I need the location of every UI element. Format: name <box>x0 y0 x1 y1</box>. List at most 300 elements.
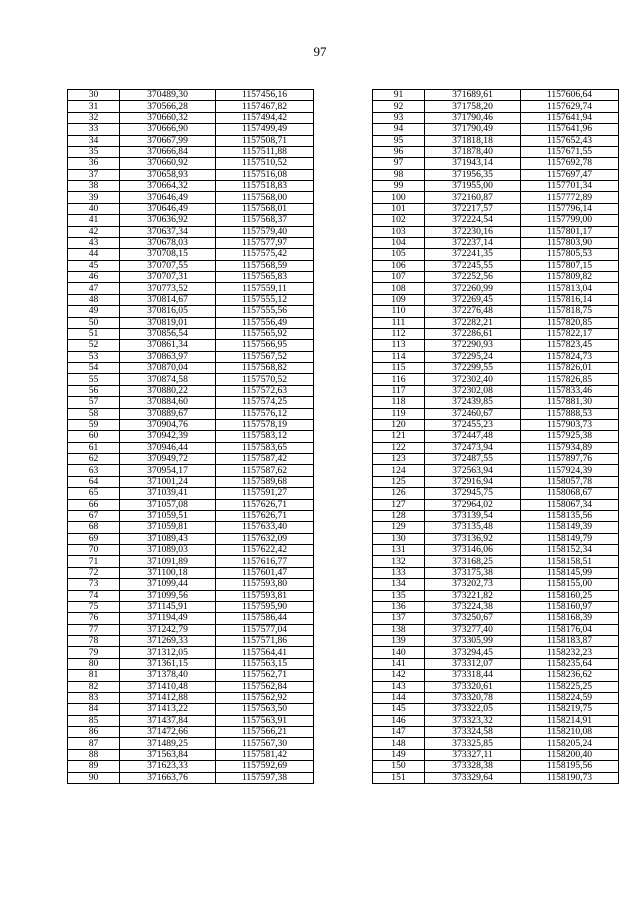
y-coordinate-cell: 1157518,83 <box>216 181 314 192</box>
point-number-cell: 47 <box>68 283 120 294</box>
point-number-cell: 148 <box>373 738 425 749</box>
y-coordinate-cell: 1157511,88 <box>216 146 314 157</box>
x-coordinate-cell: 370874,58 <box>120 374 216 385</box>
table-row <box>68 590 314 601</box>
point-number-cell: 46 <box>68 272 120 283</box>
y-coordinate-cell: 1158210,08 <box>521 727 619 738</box>
point-number-cell: 118 <box>373 397 425 408</box>
point-number-cell: 51 <box>68 328 120 339</box>
y-coordinate-cell: 1157563,91 <box>216 715 314 726</box>
y-coordinate-cell: 1157583,65 <box>216 442 314 453</box>
x-coordinate-cell: 371955,00 <box>425 181 521 192</box>
x-coordinate-cell: 373328,38 <box>425 761 521 772</box>
table-row <box>373 215 619 226</box>
point-number-cell: 43 <box>68 237 120 248</box>
y-coordinate-cell: 1157626,71 <box>216 510 314 521</box>
y-coordinate-cell: 1157563,15 <box>216 658 314 669</box>
point-number-cell: 123 <box>373 454 425 465</box>
x-coordinate-cell: 372916,94 <box>425 476 521 487</box>
point-number-cell: 138 <box>373 624 425 635</box>
y-coordinate-cell: 1157692,78 <box>521 158 619 169</box>
point-number-cell: 113 <box>373 340 425 351</box>
table-row <box>68 715 314 726</box>
y-coordinate-cell: 1157575,42 <box>216 249 314 260</box>
table-row <box>68 465 314 476</box>
y-coordinate-cell: 1157799,00 <box>521 215 619 226</box>
x-coordinate-cell: 371878,40 <box>425 146 521 157</box>
point-number-cell: 89 <box>68 761 120 772</box>
table-row <box>373 692 619 703</box>
point-number-cell: 105 <box>373 249 425 260</box>
x-coordinate-cell: 373318,44 <box>425 670 521 681</box>
y-coordinate-cell: 1157578,19 <box>216 419 314 430</box>
table-row <box>68 203 314 214</box>
x-coordinate-cell: 370949,72 <box>120 454 216 465</box>
x-coordinate-cell: 371099,44 <box>120 579 216 590</box>
x-coordinate-cell: 371194,49 <box>120 613 216 624</box>
x-coordinate-cell: 372241,35 <box>425 249 521 260</box>
x-coordinate-cell: 370664,32 <box>120 181 216 192</box>
y-coordinate-cell: 1158232,23 <box>521 647 619 658</box>
x-coordinate-cell: 370884,60 <box>120 397 216 408</box>
point-number-cell: 62 <box>68 454 120 465</box>
table-row <box>68 636 314 647</box>
x-coordinate-cell: 373175,38 <box>425 567 521 578</box>
point-number-cell: 143 <box>373 681 425 692</box>
y-coordinate-cell: 1157559,11 <box>216 283 314 294</box>
point-number-cell: 77 <box>68 624 120 635</box>
x-coordinate-cell: 370708,15 <box>120 249 216 260</box>
x-coordinate-cell: 373322,05 <box>425 704 521 715</box>
y-coordinate-cell: 1157508,71 <box>216 135 314 146</box>
table-row <box>373 590 619 601</box>
x-coordinate-cell: 370819,01 <box>120 317 216 328</box>
y-coordinate-cell: 1157820,85 <box>521 317 619 328</box>
table-row <box>373 772 619 783</box>
table-row <box>68 499 314 510</box>
point-number-cell: 32 <box>68 112 120 123</box>
point-number-cell: 101 <box>373 203 425 214</box>
y-coordinate-cell: 1158160,25 <box>521 590 619 601</box>
point-number-cell: 150 <box>373 761 425 772</box>
x-coordinate-cell: 372487,55 <box>425 454 521 465</box>
y-coordinate-cell: 1157701,34 <box>521 181 619 192</box>
x-coordinate-cell: 371623,33 <box>120 761 216 772</box>
y-coordinate-cell: 1157593,80 <box>216 579 314 590</box>
table-row <box>373 749 619 760</box>
table-row <box>373 613 619 624</box>
y-coordinate-cell: 1157587,42 <box>216 454 314 465</box>
table-row <box>68 237 314 248</box>
x-coordinate-cell: 371312,05 <box>120 647 216 658</box>
y-coordinate-cell: 1157567,52 <box>216 351 314 362</box>
point-number-cell: 48 <box>68 294 120 305</box>
point-number-cell: 100 <box>373 192 425 203</box>
x-coordinate-cell: 370954,17 <box>120 465 216 476</box>
point-number-cell: 124 <box>373 465 425 476</box>
x-coordinate-cell: 370637,34 <box>120 226 216 237</box>
table-row <box>373 101 619 112</box>
point-number-cell: 108 <box>373 283 425 294</box>
y-coordinate-cell: 1157568,37 <box>216 215 314 226</box>
table-row <box>68 374 314 385</box>
point-number-cell: 54 <box>68 363 120 374</box>
point-number-cell: 121 <box>373 431 425 442</box>
x-coordinate-cell: 370646,49 <box>120 192 216 203</box>
y-coordinate-cell: 1157816,14 <box>521 294 619 305</box>
table-row <box>373 385 619 396</box>
point-number-cell: 96 <box>373 146 425 157</box>
point-number-cell: 30 <box>68 90 120 101</box>
table-row <box>373 499 619 510</box>
page-number: 97 <box>313 44 327 59</box>
y-coordinate-cell: 1158236,62 <box>521 670 619 681</box>
y-coordinate-cell: 1158219,75 <box>521 704 619 715</box>
y-coordinate-cell: 1158168,39 <box>521 613 619 624</box>
x-coordinate-cell: 373329,64 <box>425 772 521 783</box>
table-row <box>373 351 619 362</box>
y-coordinate-cell: 1157579,40 <box>216 226 314 237</box>
y-coordinate-cell: 1157565,83 <box>216 272 314 283</box>
x-coordinate-cell: 371943,14 <box>425 158 521 169</box>
table-row <box>68 408 314 419</box>
point-number-cell: 76 <box>68 613 120 624</box>
point-number-cell: 125 <box>373 476 425 487</box>
table-row <box>68 749 314 760</box>
x-coordinate-cell: 373327,11 <box>425 749 521 760</box>
x-coordinate-cell: 373277,40 <box>425 624 521 635</box>
table-row <box>373 340 619 351</box>
y-coordinate-cell: 1157805,53 <box>521 249 619 260</box>
y-coordinate-cell: 1158195,56 <box>521 761 619 772</box>
point-number-cell: 91 <box>373 90 425 101</box>
x-coordinate-cell: 370816,05 <box>120 306 216 317</box>
table-row <box>68 385 314 396</box>
x-coordinate-cell: 371790,49 <box>425 124 521 135</box>
point-number-cell: 141 <box>373 658 425 669</box>
x-coordinate-cell: 371663,76 <box>120 772 216 783</box>
point-number-cell: 37 <box>68 169 120 180</box>
point-number-cell: 60 <box>68 431 120 442</box>
point-number-cell: 144 <box>373 692 425 703</box>
point-number-cell: 103 <box>373 226 425 237</box>
point-number-cell: 109 <box>373 294 425 305</box>
point-number-cell: 45 <box>68 260 120 271</box>
table-row <box>68 692 314 703</box>
table-row <box>373 397 619 408</box>
x-coordinate-cell: 373224,38 <box>425 601 521 612</box>
point-number-cell: 71 <box>68 556 120 567</box>
point-number-cell: 79 <box>68 647 120 658</box>
point-number-cell: 147 <box>373 727 425 738</box>
y-coordinate-cell: 1157555,56 <box>216 306 314 317</box>
x-coordinate-cell: 371089,43 <box>120 533 216 544</box>
table-row <box>68 738 314 749</box>
point-number-cell: 57 <box>68 397 120 408</box>
x-coordinate-cell: 373320,78 <box>425 692 521 703</box>
table-row <box>68 181 314 192</box>
point-number-cell: 80 <box>68 658 120 669</box>
point-number-cell: 81 <box>68 670 120 681</box>
y-coordinate-cell: 1157652,43 <box>521 135 619 146</box>
y-coordinate-cell: 1157826,85 <box>521 374 619 385</box>
y-coordinate-cell: 1157467,82 <box>216 101 314 112</box>
point-number-cell: 128 <box>373 510 425 521</box>
y-coordinate-cell: 1157568,82 <box>216 363 314 374</box>
point-number-cell: 70 <box>68 545 120 556</box>
y-coordinate-cell: 1157577,04 <box>216 624 314 635</box>
table-row <box>68 397 314 408</box>
y-coordinate-cell: 1157589,68 <box>216 476 314 487</box>
point-number-cell: 90 <box>68 772 120 783</box>
y-coordinate-cell: 1157807,15 <box>521 260 619 271</box>
y-coordinate-cell: 1157456,16 <box>216 90 314 101</box>
table-row <box>68 101 314 112</box>
table-row <box>373 681 619 692</box>
x-coordinate-cell: 370946,44 <box>120 442 216 453</box>
point-number-cell: 99 <box>373 181 425 192</box>
table-row <box>68 192 314 203</box>
y-coordinate-cell: 1157903,73 <box>521 419 619 430</box>
table-row <box>68 169 314 180</box>
x-coordinate-cell: 372276,48 <box>425 306 521 317</box>
y-coordinate-cell: 1157566,95 <box>216 340 314 351</box>
y-coordinate-cell: 1158158,51 <box>521 556 619 567</box>
table-row <box>68 761 314 772</box>
table-row <box>373 510 619 521</box>
table-row <box>68 90 314 101</box>
table-row <box>68 135 314 146</box>
y-coordinate-cell: 1158190,73 <box>521 772 619 783</box>
x-coordinate-cell: 372563,94 <box>425 465 521 476</box>
table-row <box>68 556 314 567</box>
y-coordinate-cell: 1157796,14 <box>521 203 619 214</box>
table-row <box>373 237 619 248</box>
table-row <box>68 306 314 317</box>
x-coordinate-cell: 371437,84 <box>120 715 216 726</box>
x-coordinate-cell: 370889,67 <box>120 408 216 419</box>
y-coordinate-cell: 1157566,21 <box>216 727 314 738</box>
point-number-cell: 58 <box>68 408 120 419</box>
y-coordinate-cell: 1157576,12 <box>216 408 314 419</box>
table-row <box>68 567 314 578</box>
x-coordinate-cell: 370856,54 <box>120 328 216 339</box>
table-row <box>373 431 619 442</box>
point-number-cell: 111 <box>373 317 425 328</box>
x-coordinate-cell: 372224,54 <box>425 215 521 226</box>
y-coordinate-cell: 1157568,01 <box>216 203 314 214</box>
y-coordinate-cell: 1157499,49 <box>216 124 314 135</box>
point-number-cell: 114 <box>373 351 425 362</box>
x-coordinate-cell: 373250,67 <box>425 613 521 624</box>
y-coordinate-cell: 1158149,79 <box>521 533 619 544</box>
x-coordinate-cell: 371059,81 <box>120 522 216 533</box>
y-coordinate-cell: 1157593,81 <box>216 590 314 601</box>
y-coordinate-cell: 1158225,25 <box>521 681 619 692</box>
point-number-cell: 55 <box>68 374 120 385</box>
table-row <box>68 522 314 533</box>
y-coordinate-cell: 1157562,92 <box>216 692 314 703</box>
x-coordinate-cell: 373202,73 <box>425 579 521 590</box>
y-coordinate-cell: 1158160,97 <box>521 601 619 612</box>
y-coordinate-cell: 1157818,75 <box>521 306 619 317</box>
y-coordinate-cell: 1157826,01 <box>521 363 619 374</box>
point-number-cell: 56 <box>68 385 120 396</box>
point-number-cell: 61 <box>68 442 120 453</box>
x-coordinate-cell: 370660,32 <box>120 112 216 123</box>
y-coordinate-cell: 1157494,42 <box>216 112 314 123</box>
x-coordinate-cell: 372439,85 <box>425 397 521 408</box>
x-coordinate-cell: 372295,24 <box>425 351 521 362</box>
point-number-cell: 34 <box>68 135 120 146</box>
table-row <box>373 272 619 283</box>
x-coordinate-cell: 371563,84 <box>120 749 216 760</box>
point-number-cell: 139 <box>373 636 425 647</box>
point-number-cell: 33 <box>68 124 120 135</box>
x-coordinate-cell: 373221,82 <box>425 590 521 601</box>
x-coordinate-cell: 371472,66 <box>120 727 216 738</box>
y-coordinate-cell: 1157562,71 <box>216 670 314 681</box>
y-coordinate-cell: 1157592,69 <box>216 761 314 772</box>
point-number-cell: 106 <box>373 260 425 271</box>
point-number-cell: 52 <box>68 340 120 351</box>
table-row <box>373 567 619 578</box>
y-coordinate-cell: 1157577,97 <box>216 237 314 248</box>
y-coordinate-cell: 1157581,42 <box>216 749 314 760</box>
x-coordinate-cell: 371410,48 <box>120 681 216 692</box>
point-number-cell: 120 <box>373 419 425 430</box>
table-row <box>373 647 619 658</box>
y-coordinate-cell: 1157570,52 <box>216 374 314 385</box>
x-coordinate-cell: 372282,21 <box>425 317 521 328</box>
y-coordinate-cell: 1157562,84 <box>216 681 314 692</box>
y-coordinate-cell: 1157632,09 <box>216 533 314 544</box>
point-number-cell: 78 <box>68 636 120 647</box>
x-coordinate-cell: 371378,40 <box>120 670 216 681</box>
table-row <box>68 363 314 374</box>
x-coordinate-cell: 373146,06 <box>425 545 521 556</box>
table-row <box>373 294 619 305</box>
x-coordinate-cell: 373325,85 <box>425 738 521 749</box>
x-coordinate-cell: 370646,49 <box>120 203 216 214</box>
x-coordinate-cell: 372302,40 <box>425 374 521 385</box>
y-coordinate-cell: 1157568,59 <box>216 260 314 271</box>
point-number-cell: 86 <box>68 727 120 738</box>
x-coordinate-cell: 371039,41 <box>120 488 216 499</box>
y-coordinate-cell: 1157897,76 <box>521 454 619 465</box>
table-row <box>373 192 619 203</box>
x-coordinate-cell: 372455,23 <box>425 419 521 430</box>
y-coordinate-cell: 1158068,67 <box>521 488 619 499</box>
y-coordinate-cell: 1157556,49 <box>216 317 314 328</box>
y-coordinate-cell: 1157510,52 <box>216 158 314 169</box>
table-row <box>68 249 314 260</box>
table-row <box>68 351 314 362</box>
table-row <box>68 658 314 669</box>
table-row <box>373 533 619 544</box>
point-number-cell: 129 <box>373 522 425 533</box>
point-number-cell: 87 <box>68 738 120 749</box>
y-coordinate-cell: 1158224,59 <box>521 692 619 703</box>
y-coordinate-cell: 1157601,47 <box>216 567 314 578</box>
table-row <box>373 442 619 453</box>
point-number-cell: 116 <box>373 374 425 385</box>
coordinates-table-right <box>372 89 619 784</box>
y-coordinate-cell: 1157565,92 <box>216 328 314 339</box>
x-coordinate-cell: 370942,39 <box>120 431 216 442</box>
y-coordinate-cell: 1157803,90 <box>521 237 619 248</box>
x-coordinate-cell: 370707,55 <box>120 260 216 271</box>
x-coordinate-cell: 371057,08 <box>120 499 216 510</box>
table-row <box>373 476 619 487</box>
point-number-cell: 110 <box>373 306 425 317</box>
point-number-cell: 49 <box>68 306 120 317</box>
y-coordinate-cell: 1157583,12 <box>216 431 314 442</box>
point-number-cell: 83 <box>68 692 120 703</box>
x-coordinate-cell: 371091,89 <box>120 556 216 567</box>
y-coordinate-cell: 1157888,53 <box>521 408 619 419</box>
x-coordinate-cell: 371413,22 <box>120 704 216 715</box>
x-coordinate-cell: 370636,92 <box>120 215 216 226</box>
x-coordinate-cell: 372230,16 <box>425 226 521 237</box>
point-number-cell: 127 <box>373 499 425 510</box>
table-row <box>68 112 314 123</box>
x-coordinate-cell: 371361,15 <box>120 658 216 669</box>
table-row <box>68 601 314 612</box>
y-coordinate-cell: 1157606,64 <box>521 90 619 101</box>
y-coordinate-cell: 1157801,17 <box>521 226 619 237</box>
point-number-cell: 44 <box>68 249 120 260</box>
y-coordinate-cell: 1157772,89 <box>521 192 619 203</box>
point-number-cell: 102 <box>373 215 425 226</box>
point-number-cell: 64 <box>68 476 120 487</box>
y-coordinate-cell: 1158152,34 <box>521 545 619 556</box>
x-coordinate-cell: 370870,04 <box>120 363 216 374</box>
table-row <box>373 601 619 612</box>
table-row <box>373 488 619 499</box>
point-number-cell: 131 <box>373 545 425 556</box>
table-row <box>68 226 314 237</box>
table-row <box>373 545 619 556</box>
point-number-cell: 98 <box>373 169 425 180</box>
y-coordinate-cell: 1157629,74 <box>521 101 619 112</box>
y-coordinate-cell: 1158067,34 <box>521 499 619 510</box>
point-number-cell: 88 <box>68 749 120 760</box>
point-number-cell: 50 <box>68 317 120 328</box>
x-coordinate-cell: 373305,99 <box>425 636 521 647</box>
point-number-cell: 145 <box>373 704 425 715</box>
y-coordinate-cell: 1157564,41 <box>216 647 314 658</box>
table-row <box>68 419 314 430</box>
x-coordinate-cell: 370660,92 <box>120 158 216 169</box>
x-coordinate-cell: 373312,07 <box>425 658 521 669</box>
y-coordinate-cell: 1157626,71 <box>216 499 314 510</box>
table-row <box>373 465 619 476</box>
point-number-cell: 119 <box>373 408 425 419</box>
x-coordinate-cell: 370658,93 <box>120 169 216 180</box>
table-row <box>373 363 619 374</box>
table-row <box>373 636 619 647</box>
table-row <box>373 408 619 419</box>
y-coordinate-cell: 1158205,24 <box>521 738 619 749</box>
table-row <box>373 181 619 192</box>
x-coordinate-cell: 371059,51 <box>120 510 216 521</box>
x-coordinate-cell: 372290,93 <box>425 340 521 351</box>
point-number-cell: 132 <box>373 556 425 567</box>
x-coordinate-cell: 372245,55 <box>425 260 521 271</box>
x-coordinate-cell: 370814,67 <box>120 294 216 305</box>
table-row <box>373 112 619 123</box>
